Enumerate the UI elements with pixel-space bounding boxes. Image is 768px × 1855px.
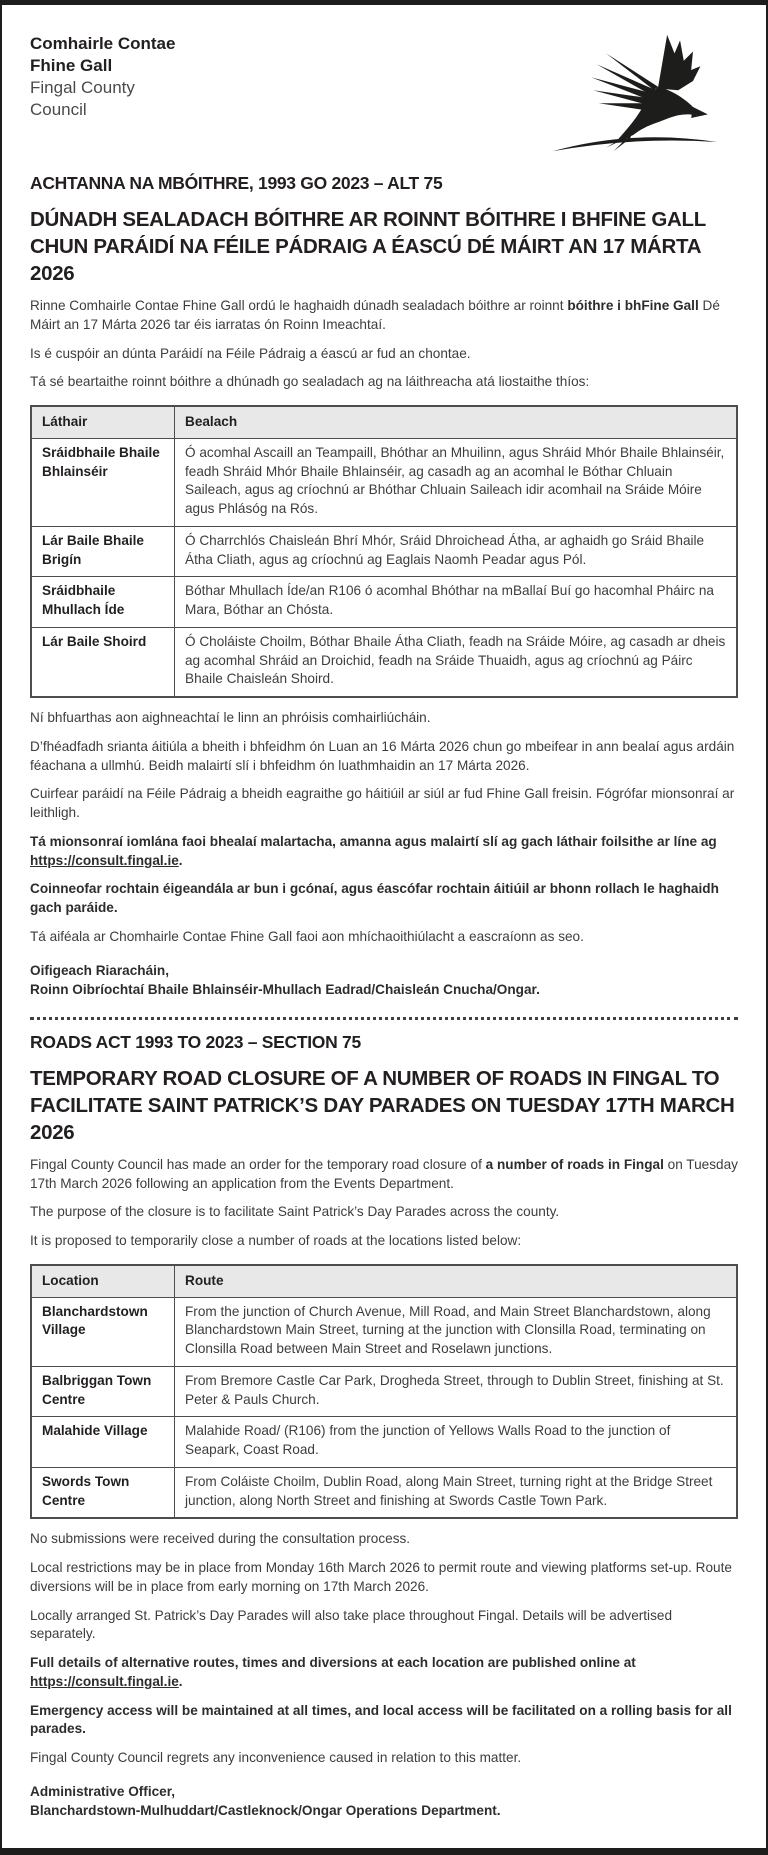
paragraph (30, 709, 738, 728)
council-name-irish-line2: Fhine Gall (30, 56, 113, 76)
english-signature-department: Blanchardstown-Mulhuddart/Castleknock/Ongar Operations Department. (30, 1802, 501, 1818)
english-signature-title: Administrative Officer, (30, 1783, 176, 1799)
location-cell: Swords Town Centre (31, 1467, 175, 1518)
route-cell: Malahide Road/ (R106) from the junction of Yellows Walls Road to the junction of Seapark, Coast Road. (175, 1417, 738, 1468)
paragraph (30, 1702, 738, 1740)
paragraph (30, 1607, 738, 1645)
text-segment: Is é cuspóir an dúnta Paráidí na Féile Pádraig a éascú ar fud an chontae. (30, 345, 471, 361)
table-row (31, 526, 737, 577)
irish-closing-paragraphs (30, 709, 738, 947)
route-cell: Ó Choláiste Choilm, Bóthar Bhaile Átha Cliath, feadh na Sráide Móire, ag casadh ar dheis ag acomhal Shráid an Droichid, feadh na Sráide Thuaidh, agus ag críochnú ag Páirc Bhaile Chaisleán Shoird. (175, 627, 738, 697)
table-row (31, 1467, 737, 1518)
table-row (31, 577, 737, 628)
table-row (31, 1366, 737, 1417)
text-segment: Rinne Comhairle Contae Fhine Gall ordú le haghaidh dúnadh sealadach bóithre ar roinnt (30, 298, 568, 314)
text-segment: Full details of alternative routes, times and diversions at each location are published online at (30, 1655, 636, 1671)
text-segment: bóithre i bhFine Gall (567, 298, 699, 314)
route-column-header: Bealach (175, 406, 738, 438)
text-segment: . (178, 852, 183, 868)
irish-section (30, 173, 738, 999)
text-segment: It is proposed to temporarily close a number of roads at the locations listed below: (30, 1233, 522, 1249)
irish-closure-table (30, 405, 738, 698)
paragraph (30, 1530, 738, 1549)
paragraph (30, 785, 738, 823)
english-closing-paragraphs (30, 1530, 738, 1768)
paragraph (30, 373, 738, 392)
section-divider (30, 1017, 738, 1020)
english-signature-block (30, 1782, 738, 1820)
paragraph (30, 1203, 738, 1222)
paragraph (30, 1559, 738, 1597)
paragraph (30, 1156, 738, 1194)
text-segment: a number of roads in Fingal (485, 1156, 664, 1172)
route-cell: Ó Charrchlós Chaisleán Bhrí Mhór, Sráid Dhroichead Átha, ar aghaidh go Sráid Bhaile Átha Cliath, agus ag críochnú ag Eaglais Naomh Peadar agus Pól. (175, 526, 738, 577)
irish-act-heading: ACHTANNA NA MBÓITHRE, 1993 GO 2023 – ALT 75 (30, 173, 443, 193)
english-act-heading: ROADS ACT 1993 TO 2023 – SECTION 75 (30, 1031, 361, 1052)
irish-main-title: DÚNADH SEALADACH BÓITHRE AR ROINNT BÓITHRE I BHFINE GALL CHUN PARÁIDÍ NA FÉILE PÁDRAIG A ÉASCÚ DÉ MÁIRT AN 17 MÁRTA 2026 (30, 208, 706, 286)
table-header-row (31, 1265, 737, 1297)
text-segment: Tá aiféala ar Chomhairle Contae Fhine Gall faoi aon mhíchaoithiúlacht a eascraíonn as seo. (30, 928, 584, 944)
council-name-block (30, 33, 175, 121)
text-segment: Dé Máirt an 17 Márta 2026 tar éis iarratas ón Roinn Imeachtaí. (30, 298, 720, 332)
text-segment: D’fhéadfadh srianta áitiúla a bheith i bhfeidhm ón Luan an 16 Márta 2026 chun go mbeifear in ann bealaí agus ardáin féachana a ullmhú. Beidh malairtí slí i bhfeidhm ón luathmhaidin an 17 Márta 2026. (30, 738, 735, 773)
table-row (31, 627, 737, 697)
text-segment: Fingal County Council regrets any inconvenience caused in relation to this matter. (30, 1750, 522, 1766)
route-cell: Ó acomhal Ascaill an Teampaill, Bhóthar an Mhuilinn, agus Shráid Mhór Bhaile Bhlainséir, feadh Shráid Mhór Bhaile Bhlainséir, ag casadh ag an acomhal le Bóthar Chluain Saileach, agus ag críochnú ar Bhóthar Chluain Saileach idir acomhail na Sráide Móire agus Phlásóg na Rós. (175, 438, 738, 526)
paragraph (30, 1232, 738, 1251)
paragraph (30, 738, 738, 776)
paragraph (30, 1749, 738, 1768)
location-cell: Lár Baile Bhaile Brigín (31, 526, 175, 577)
route-cell: Bóthar Mhullach Íde/an R106 ó acomhal Bhóthar na mBallaí Buí go hacomhal Pháirc na Mara, Bóthar an Chósta. (175, 577, 738, 628)
text-segment: . (178, 1673, 183, 1689)
english-intro-paragraphs (30, 1156, 738, 1251)
english-closure-table (30, 1264, 738, 1520)
text-segment: Tá mionsonraí iomlána faoi bhealaí malartacha, amanna agus malairtí slí ag gach láthair foilsithe ar líne ag (30, 833, 717, 849)
consult-fingal-link[interactable]: https://consult.fingal.ie (30, 852, 179, 868)
location-cell: Malahide Village (31, 1417, 175, 1468)
text-segment: Cuirfear paráidí na Féile Pádraig a bheidh eagraithe go háitiúil ar siúl ar fud Fhine Gall freisin. Fógrófar mionsonraí ar leithligh. (30, 786, 735, 821)
english-main-title: TEMPORARY ROAD CLOSURE OF A NUMBER OF ROADS IN FINGAL TO FACILITATE SAINT PATRICK’S DAY PARADES ON TUESDAY 17TH MARCH 2026 (30, 1066, 735, 1144)
consult-fingal-link[interactable]: https://consult.fingal.ie (30, 1673, 179, 1689)
location-cell: Blanchardstown Village (31, 1297, 175, 1366)
route-column-header: Route (175, 1265, 738, 1297)
paragraph (30, 1654, 738, 1692)
paragraph (30, 880, 738, 918)
irish-signature-block (30, 961, 738, 999)
table-row (31, 1297, 737, 1366)
text-segment: The purpose of the closure is to facilitate Saint Patrick’s Day Parades across the county. (30, 1204, 560, 1220)
location-cell: Balbriggan Town Centre (31, 1366, 175, 1417)
text-segment: Local restrictions may be in place from Monday 16th March 2026 to permit route and viewing platforms set-up. Route diversions will be in place from early morning on 17th March 2026. (30, 1560, 732, 1594)
route-cell: From the junction of Church Avenue, Mill Road, and Main Street Blanchardstown, along Blanchardstown Main Street, turning at the junction with Clonsilla Road, terminating on Clonsilla Road between Main Street and Roselawn junctions. (175, 1297, 738, 1366)
english-section (30, 1032, 738, 1820)
council-name-english-line2: Council (30, 100, 87, 120)
table-header-row (31, 406, 737, 438)
text-segment: Tá sé beartaithe roinnt bóithre a dhúnadh go sealadach ag na láithreacha atá liostaithe thíos: (30, 374, 590, 390)
text-segment: Coinneofar rochtain éigeandála ar bun i gcónaí, agus éascófar rochtain áitiúil ar bhonn rollach le haghaidh gach paráide. (30, 881, 719, 916)
text-segment: No submissions were received during the consultation process. (30, 1531, 411, 1547)
council-name-irish-line1: Comhairle Contae (30, 34, 176, 53)
route-cell: From Bremore Castle Car Park, Drogheda Street, through to Dublin Street, finishing at St. Peter & Pauls Church. (175, 1366, 738, 1417)
paragraph (30, 297, 738, 335)
irish-signature-department: Roinn Oibríochtaí Bhaile Bhlainséir-Mhullach Eadrad/Chaisleán Cnucha/Ongar. (30, 981, 540, 997)
location-column-header: Location (31, 1265, 175, 1297)
location-cell: Lár Baile Shoird (31, 627, 175, 697)
text-segment: Emergency access will be maintained at all times, and local access will be facilitated on a rolling basis for all parades. (30, 1702, 732, 1737)
masthead (30, 33, 738, 155)
route-cell: From Coláiste Choilm, Dublin Road, along Main Street, turning right at the Bridge Street junction, along North Street and finishing at Swords Castle Town Park. (175, 1467, 738, 1518)
text-segment: on Tuesday 17th March 2026 following an application from the Events Department. (30, 1156, 738, 1191)
paragraph (30, 928, 738, 947)
irish-signature-title: Oifigeach Riaracháin, (30, 962, 170, 978)
location-column-header: Láthair (31, 406, 175, 438)
council-name-english-line1: Fingal County (30, 78, 135, 98)
irish-intro-paragraphs (30, 297, 738, 392)
location-cell: Sráidbhaile Mhullach Íde (31, 577, 175, 628)
text-segment: Locally arranged St. Patrick’s Day Parades will also take place throughout Fingal. Details will be advertised separately. (30, 1607, 672, 1642)
table-row (31, 438, 737, 526)
text-segment: Ní bhfuarthas aon aighneachtaí le linn an phróisis comhairliúcháin. (30, 710, 431, 726)
paragraph (30, 345, 738, 364)
table-row (31, 1417, 737, 1468)
location-cell: Sráidbhaile Bhaile Bhlainséir (31, 438, 175, 526)
fingal-bird-logo-icon (532, 33, 732, 155)
text-segment: Fingal County Council has made an order for the temporary road closure of (30, 1156, 486, 1172)
paragraph (30, 833, 738, 871)
